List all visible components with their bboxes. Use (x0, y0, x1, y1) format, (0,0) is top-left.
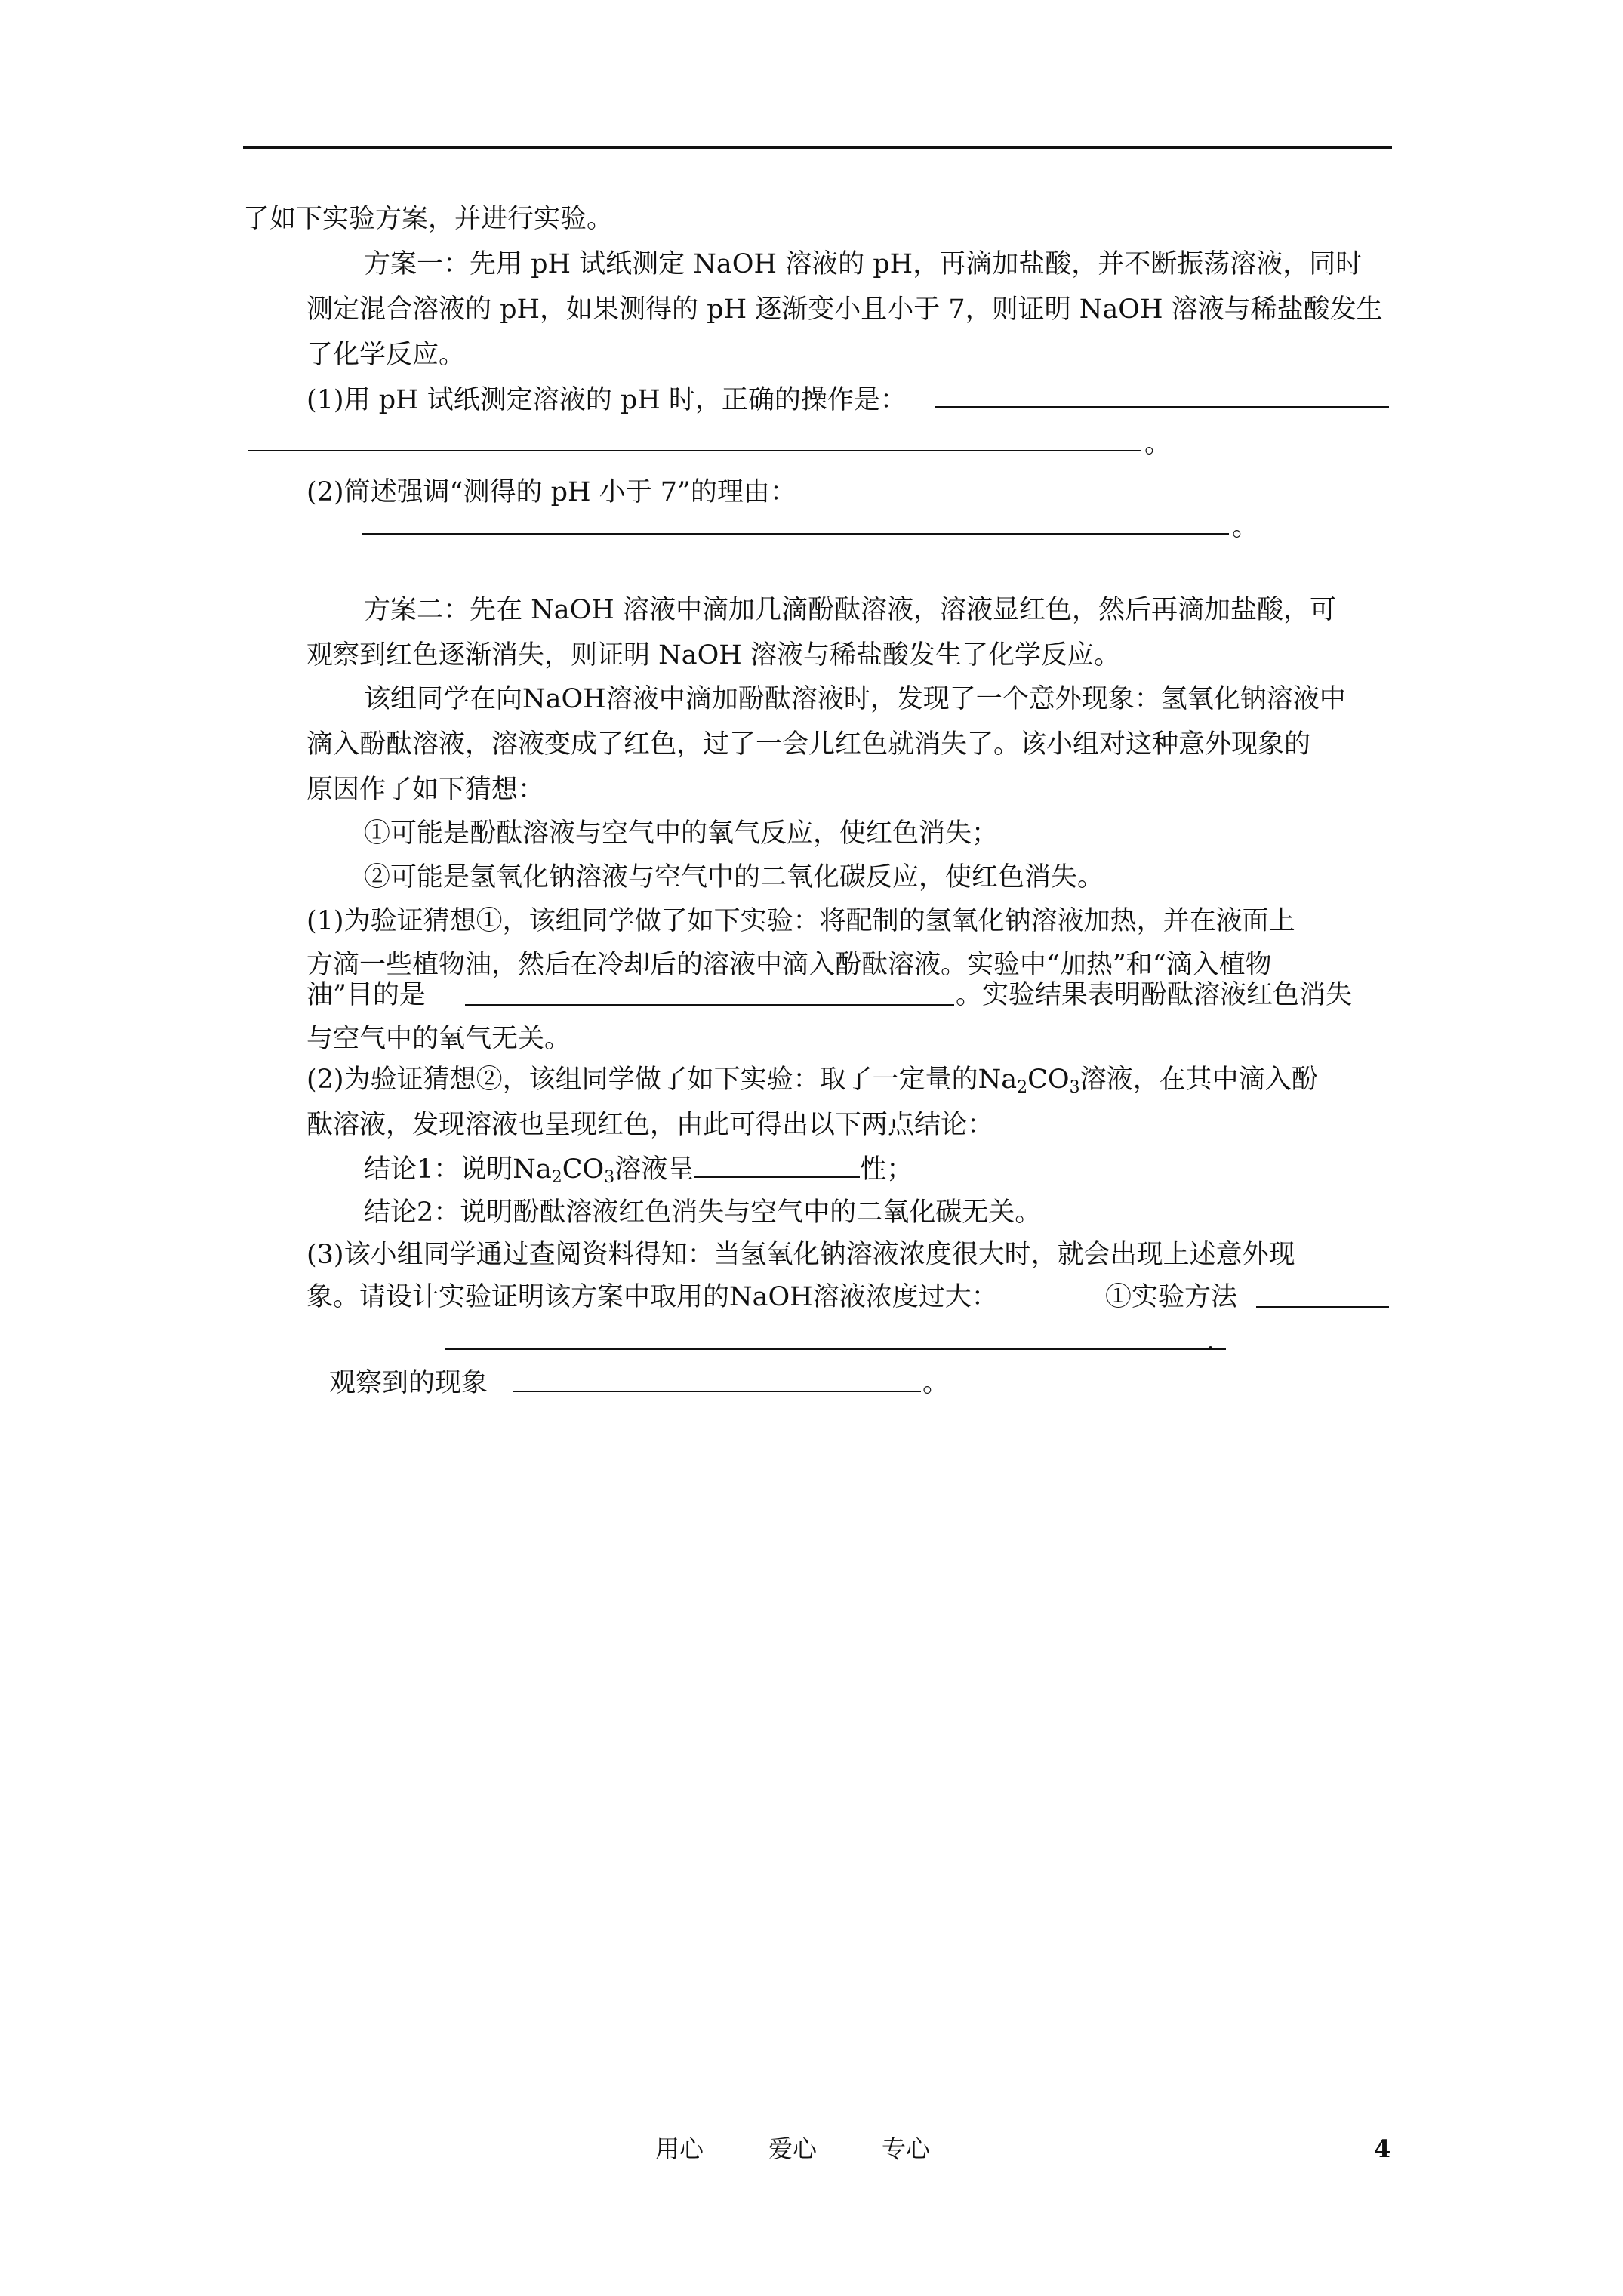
subscript: 2 (551, 1168, 562, 1187)
answer-blank[interactable] (1256, 1306, 1389, 1308)
answer-blank[interactable] (362, 533, 1229, 535)
footer-motto: 专心 (882, 2134, 931, 2163)
text-line: 原因作了如下猜想： (306, 775, 545, 805)
text-line: 方滴一些植物油，然后在冷却后的溶液中滴入酚酞溶液。实验中“加热”和“滴入植物 (306, 950, 1272, 980)
footer-motto: 爱心 (768, 2134, 818, 2163)
text-line: . (1206, 1326, 1215, 1356)
text-line (306, 1063, 1318, 1105)
text-fragment: 性； (860, 1154, 913, 1185)
text-line: 。 (922, 1368, 950, 1398)
text-line: (1)为验证猜想①，该组同学做了如下实验：将配制的氢氧化钠溶液加热，并在液面上 (306, 906, 1295, 936)
text-line: 油”目的是 (306, 980, 426, 1010)
answer-blank[interactable] (445, 1348, 1226, 1350)
header-rule (243, 146, 1392, 149)
text-line: 滴入酚酞溶液，溶液变成了红色，过了一会儿红色就消失了。该小组对这种意外现象的 (306, 729, 1311, 760)
subscript: 3 (604, 1168, 615, 1187)
text-fragment: 溶液呈 (614, 1154, 694, 1185)
text-line: 酞溶液，发现溶液也呈现红色，由此可得出以下两点结论： (306, 1110, 994, 1140)
text-line: (3)该小组同学通过查阅资料得知：当氢氧化钠溶液浓度很大时，就会出现上述意外现 (306, 1240, 1295, 1270)
text-line: 该组同学在向NaOH溶液中滴加酚酞溶液时，发现了一个意外现象：氢氧化钠溶液中 (364, 684, 1346, 714)
answer-blank[interactable] (465, 1004, 954, 1006)
text-fragment: CO (1027, 1065, 1070, 1095)
text-line: 观察到的现象 (329, 1368, 488, 1398)
text-line: 测定混合溶液的 pH，如果测得的 pH 逐渐变小且小于 7，则证明 NaOH 溶液与稀盐酸发生 (306, 294, 1383, 325)
subscript: 3 (1069, 1078, 1080, 1097)
subscript: 2 (1017, 1078, 1028, 1097)
answer-blank[interactable] (694, 1151, 860, 1178)
text-line: 。实验结果表明酚酞溶液红色消失 (956, 980, 1353, 1010)
text-fragment: 溶液，在其中滴入酚 (1079, 1065, 1318, 1095)
text-line: 结论2：说明酚酞溶液红色消失与空气中的二氧化碳无关。 (364, 1197, 1042, 1228)
answer-blank[interactable] (248, 450, 1141, 451)
answer-blank[interactable] (513, 1391, 921, 1392)
text-line: 象。请设计实验证明该方案中取用的NaOH溶液浓度过大： (306, 1282, 998, 1312)
text-line: ①实验方法 (1105, 1282, 1238, 1312)
text-line: 了化学反应。 (306, 340, 466, 370)
text-fragment: (2)为验证猜想②，该组同学做了如下实验：取了一定量的Na (306, 1065, 1018, 1095)
answer-blank[interactable] (935, 406, 1389, 408)
page-number: 4 (1374, 2134, 1391, 2163)
text-line: 了如下实验方案，并进行实验。 (243, 204, 614, 234)
text-line: ②可能是氢氧化钠溶液与空气中的二氧化碳反应，使红色消失。 (364, 862, 1104, 892)
text-fragment: 结论1：说明Na (364, 1154, 552, 1185)
text-line: (2)简述强调“测得的 pH 小于 7”的理由： (306, 477, 796, 507)
text-fragment: CO (562, 1154, 605, 1185)
footer-motto: 用心 (655, 2134, 704, 2163)
text-line: 与空气中的氧气无关。 (306, 1024, 571, 1054)
text-line (364, 1151, 913, 1194)
text-line: 。 (1232, 512, 1259, 542)
text-line: 方案一：先用 pH 试纸测定 NaOH 溶液的 pH，再滴加盐酸，并不断振荡溶液，同时 (364, 249, 1363, 279)
text-line: ①可能是酚酞溶液与空气中的氧气反应，使红色消失； (364, 818, 999, 849)
text-line: 方案二：先在 NaOH 溶液中滴加几滴酚酞溶液，溶液显红色，然后再滴加盐酸，可 (364, 595, 1336, 625)
text-line: 观察到红色逐渐消失，则证明 NaOH 溶液与稀盐酸发生了化学反应。 (306, 640, 1120, 670)
text-line: (1)用 pH 试纸测定溶液的 pH 时，正确的操作是： (306, 385, 907, 415)
text-line: 。 (1144, 429, 1172, 459)
